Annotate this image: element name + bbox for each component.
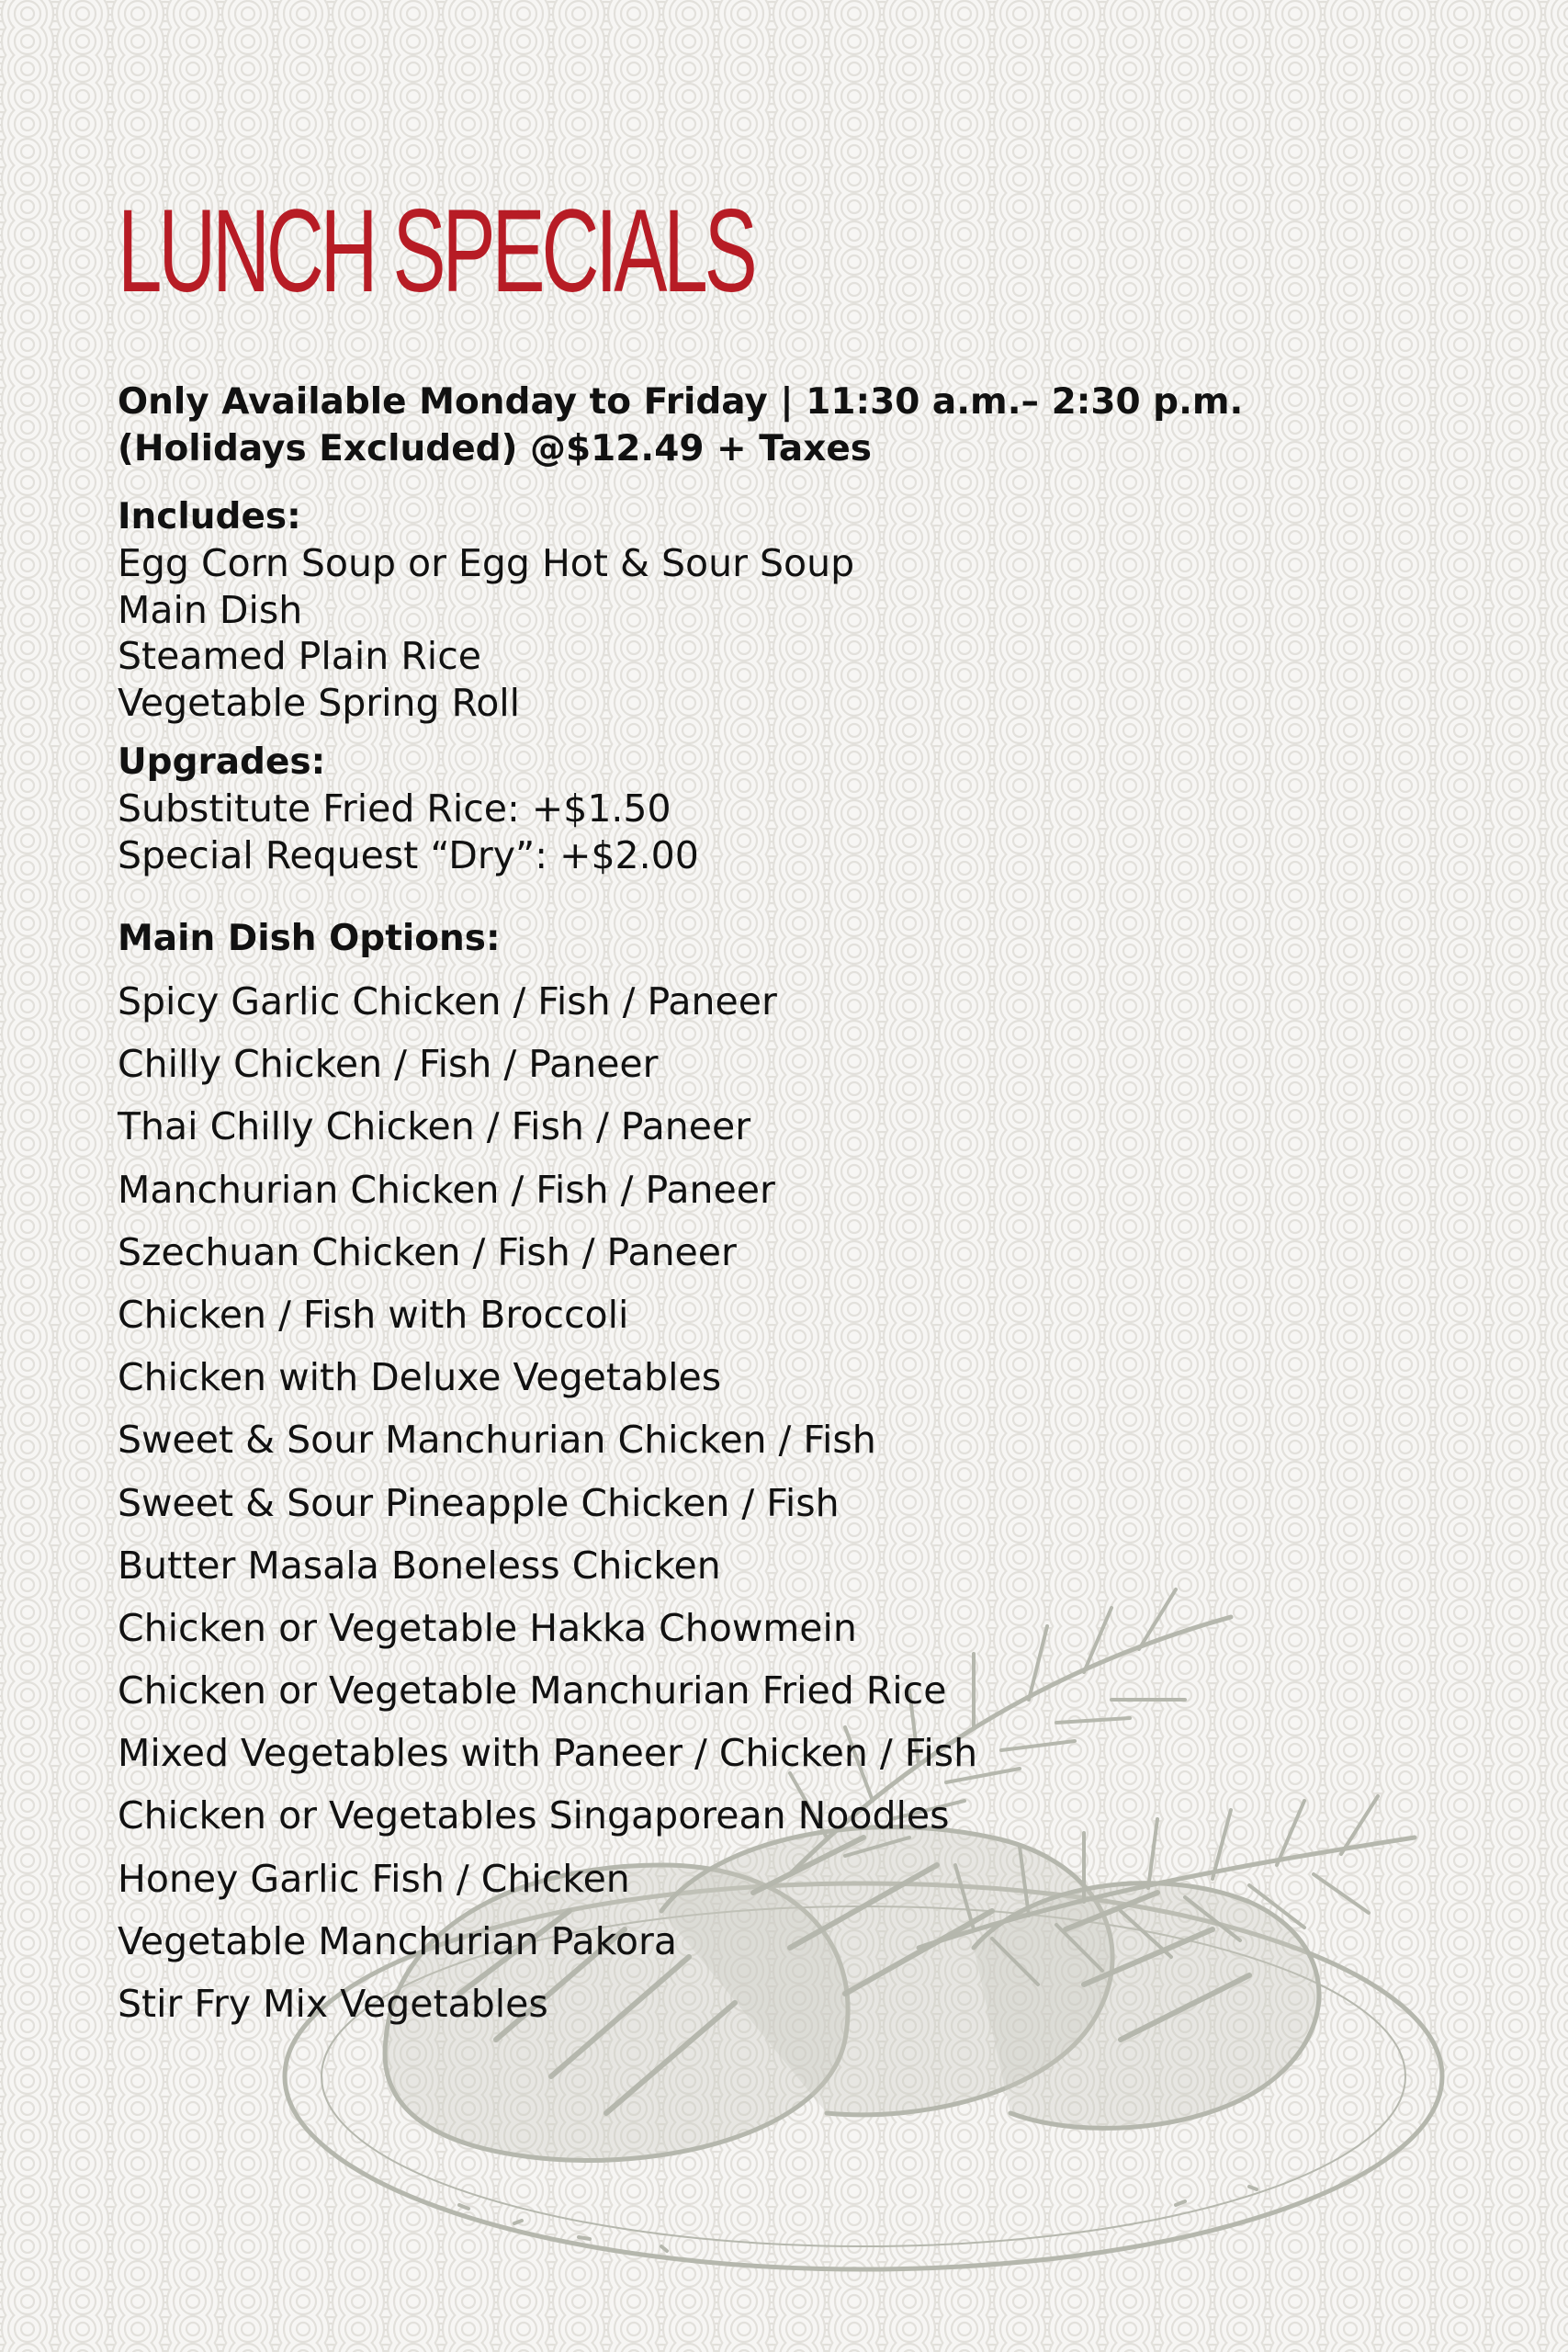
main-dish-option: Manchurian Chicken / Fish / Paneer <box>118 1167 775 1212</box>
main-dish-option: Sweet & Sour Pineapple Chicken / Fish <box>118 1480 840 1525</box>
main-dish-option: Butter Masala Boneless Chicken <box>118 1543 721 1588</box>
main-dish-option: Vegetable Manchurian Pakora <box>118 1918 677 1963</box>
main-dish-option: Thai Chilly Chicken / Fish / Paneer <box>118 1104 751 1149</box>
availability-hours: Only Available Monday to Friday | 11:30 a.m.– 2:30 p.m. <box>118 381 1244 423</box>
main-dish-option: Mixed Vegetables with Paneer / Chicken / Fish <box>118 1731 978 1776</box>
includes-item: Steamed Plain Rice <box>118 634 481 678</box>
main-dish-option: Spicy Garlic Chicken / Fish / Paneer <box>118 979 777 1023</box>
upgrades-item: Substitute Fried Rice: +$1.50 <box>118 786 671 831</box>
includes-item: Main Dish <box>118 587 303 632</box>
upgrades-item: Special Request “Dry”: +$2.00 <box>118 832 699 877</box>
includes-item: Egg Corn Soup or Egg Hot & Sour Soup <box>118 541 855 585</box>
availability-info <box>118 379 1243 472</box>
main-dish-option: Honey Garlic Fish / Chicken <box>118 1856 630 1901</box>
main-dish-option: Chicken or Vegetables Singaporean Noodles <box>118 1793 950 1838</box>
includes-section <box>118 494 854 726</box>
main-dish-option: Szechuan Chicken / Fish / Paneer <box>118 1229 737 1274</box>
main-dish-options-heading: Main Dish Options: <box>118 918 501 959</box>
upgrades-section <box>118 740 699 878</box>
upgrades-heading: Upgrades: <box>118 741 326 783</box>
page-title: LUNCH SPECIALS <box>118 186 754 317</box>
main-dish-option: Sweet & Sour Manchurian Chicken / Fish <box>118 1418 876 1463</box>
main-dish-option: Chicken with Deluxe Vegetables <box>118 1355 722 1400</box>
main-dish-option: Chicken or Vegetable Manchurian Fried Rice <box>118 1668 947 1713</box>
availability-price: (Holidays Excluded) @$12.49 + Taxes <box>118 428 873 469</box>
main-dish-option: Stir Fry Mix Vegetables <box>118 1982 548 2026</box>
main-dish-option: Chilly Chicken / Fish / Paneer <box>118 1042 659 1087</box>
includes-item: Vegetable Spring Roll <box>118 680 521 725</box>
includes-heading: Includes: <box>118 496 301 537</box>
main-dish-option: Chicken / Fish with Broccoli <box>118 1292 629 1337</box>
main-dish-option: Chicken or Vegetable Hakka Chowmein <box>118 1605 857 1650</box>
main-dish-options-list <box>118 978 977 2042</box>
